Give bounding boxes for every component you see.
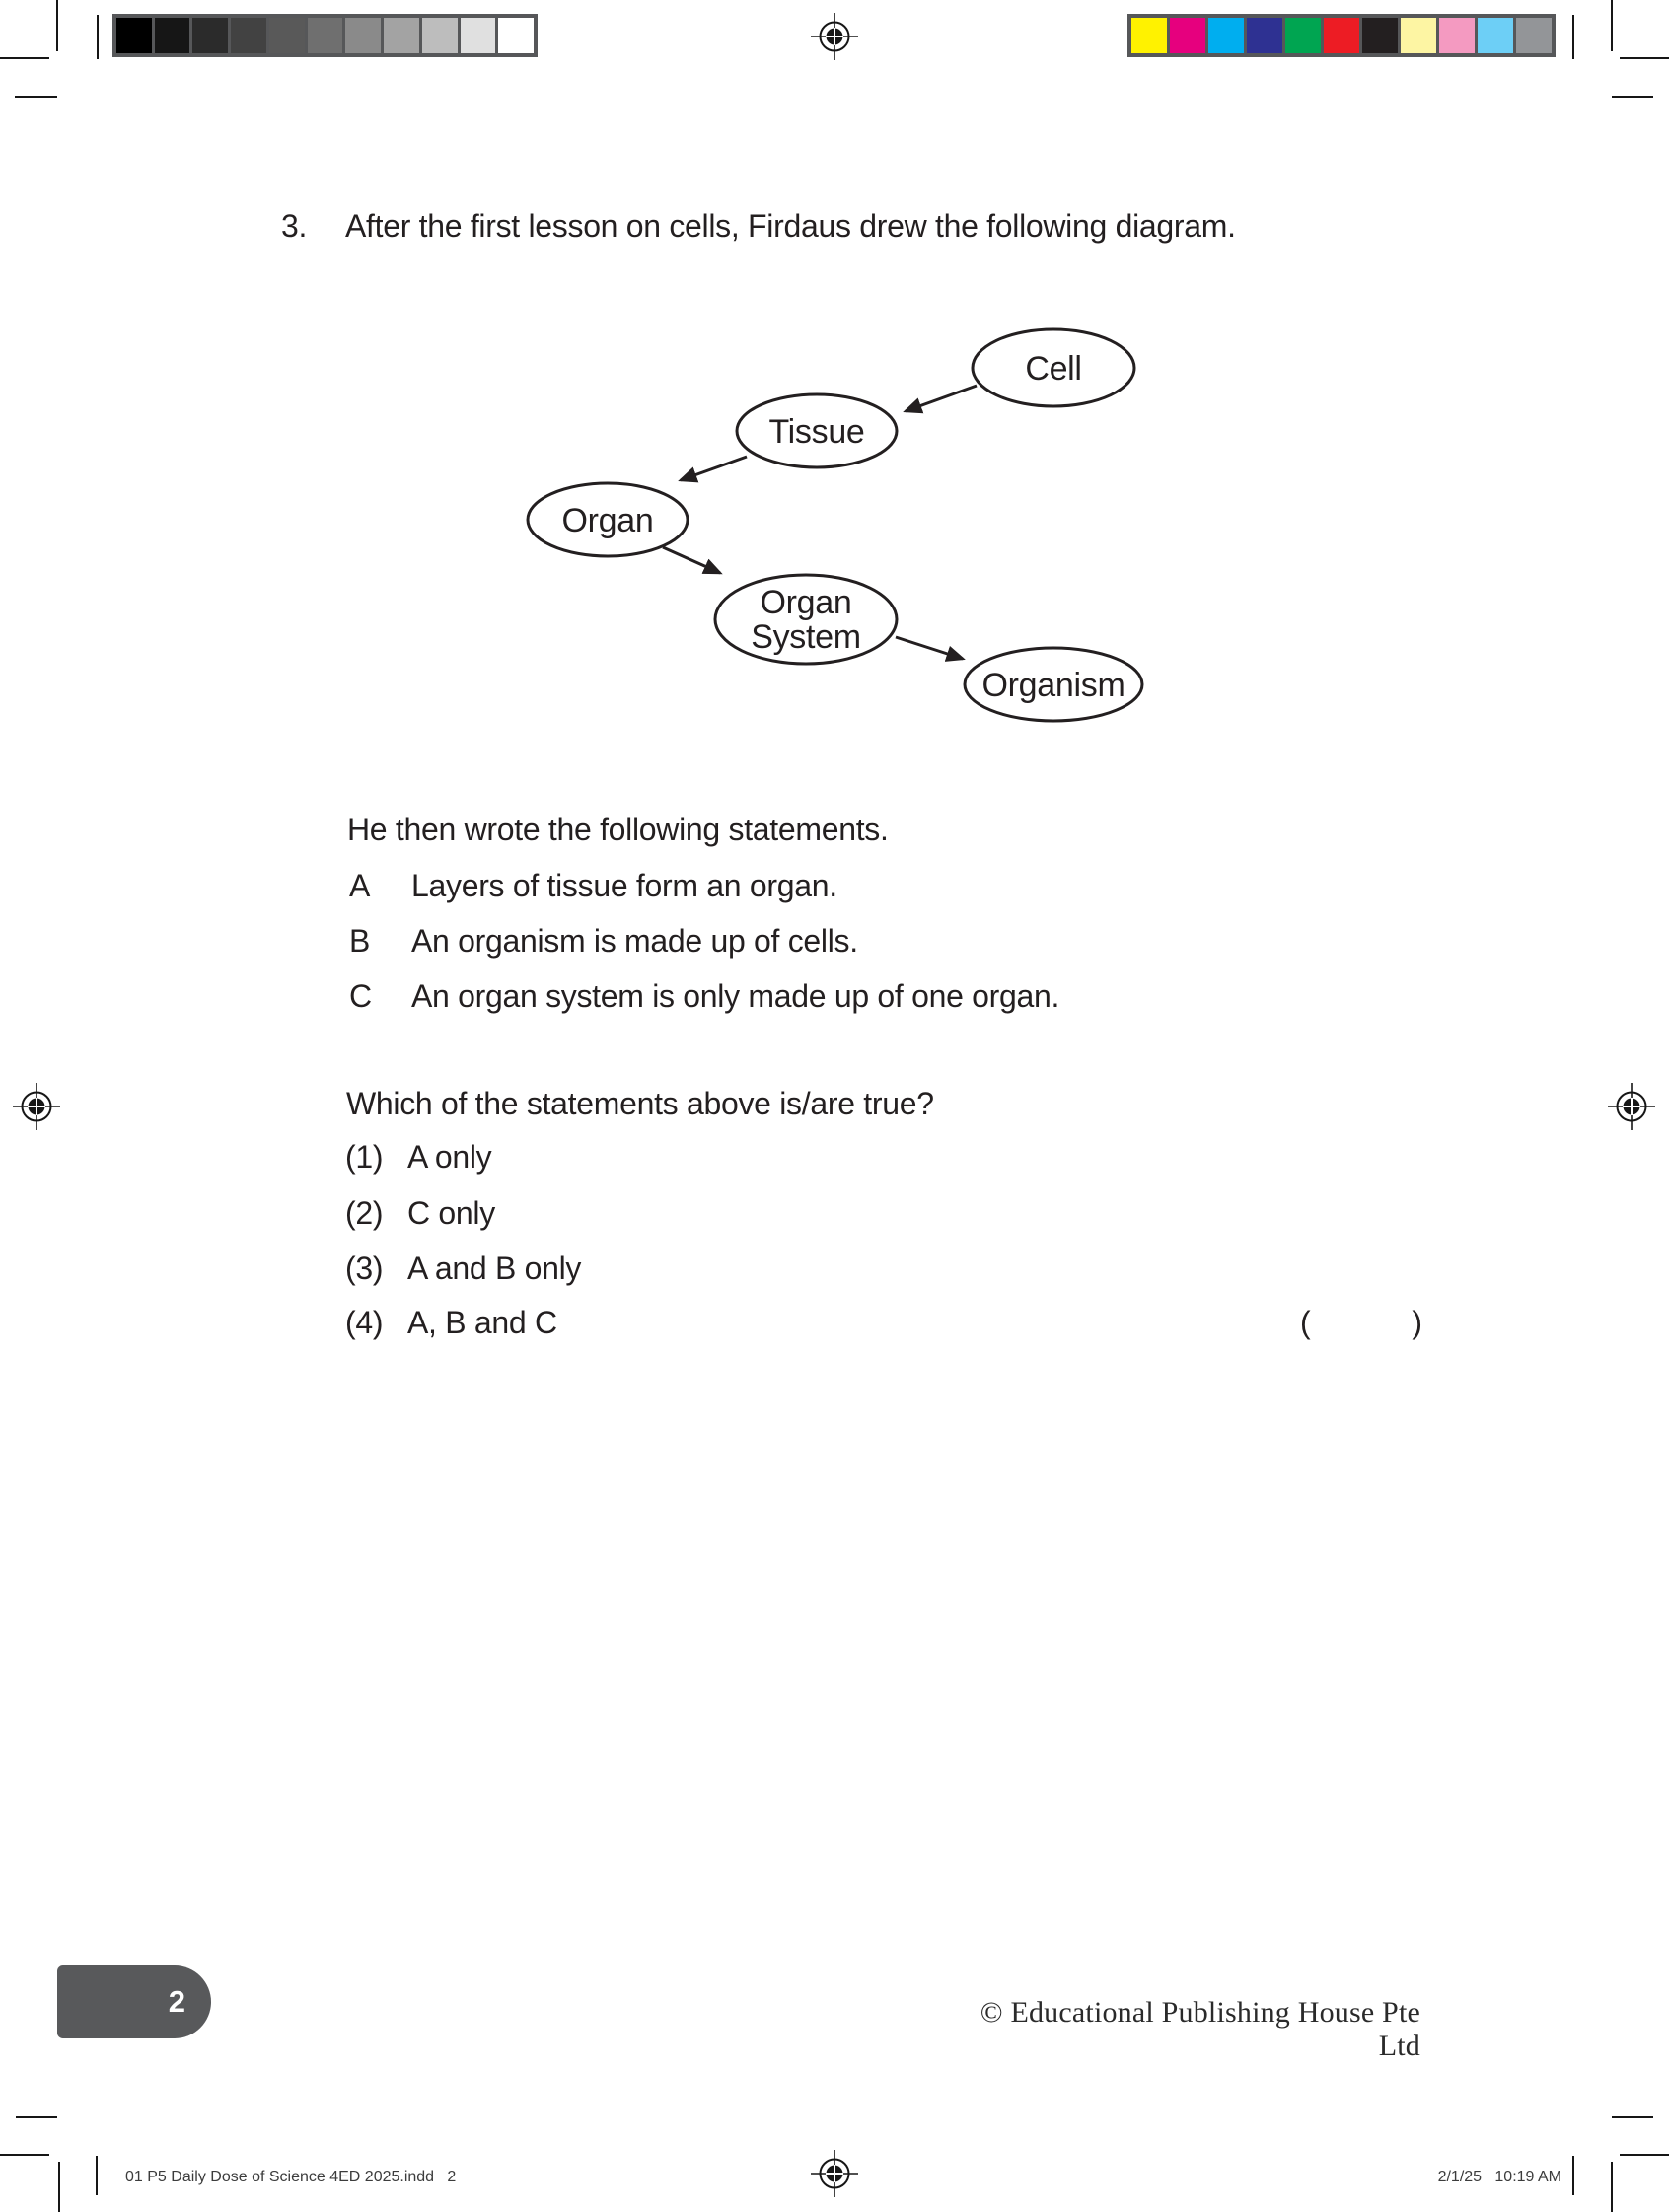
statement-letter: C	[349, 978, 372, 1014]
calibration-swatch	[1401, 18, 1436, 53]
calibration-swatch	[1170, 18, 1205, 53]
calibration-swatch	[422, 18, 458, 53]
diagram-node-organ	[528, 483, 688, 556]
crop-mark	[1572, 15, 1574, 59]
statements-intro: He then wrote the following statements.	[347, 812, 889, 847]
mcq-option-2	[345, 1193, 495, 1233]
cell-hierarchy-diagram	[493, 311, 1174, 745]
node-label-organ-system-line1: Organ	[760, 584, 852, 621]
answer-bracket-close: )	[1412, 1305, 1422, 1340]
calibration-swatch	[1324, 18, 1359, 53]
answer-bracket-open: (	[1300, 1305, 1311, 1340]
statement-a	[349, 866, 837, 905]
crop-mark	[1611, 2162, 1613, 2212]
statement-letter: A	[349, 868, 371, 903]
answer-brackets	[1300, 1303, 1422, 1342]
node-label-organ-system-line2: System	[751, 618, 861, 656]
arrow-cell-to-tissue	[906, 386, 977, 411]
option-number: (3)	[345, 1250, 384, 1286]
registration-mark-icon	[811, 2150, 858, 2197]
option-text: A, B and C	[407, 1305, 557, 1340]
statement-text: An organ system is only made up of one organ.	[411, 978, 1060, 1014]
crop-mark	[1620, 57, 1669, 59]
imprint-datetime: 2/1/25 10:19 AM	[1437, 2169, 1561, 2185]
crop-mark	[56, 0, 58, 51]
calibration-swatch	[1362, 18, 1398, 53]
copyright-notice: © Educational Publishing House Pte Ltd	[980, 1996, 1420, 2062]
crop-mark	[1572, 2156, 1574, 2195]
mcq-prompt: Which of the statements above is/are true?	[346, 1086, 934, 1121]
diagram-node-organism	[965, 648, 1142, 721]
mcq-option-4	[345, 1303, 557, 1342]
question-line	[281, 206, 1236, 246]
arrow-tissue-to-organ	[681, 457, 747, 480]
crop-mark	[1612, 2116, 1653, 2118]
crop-mark	[15, 96, 57, 98]
crop-mark	[0, 2154, 49, 2156]
calibration-swatch	[269, 18, 305, 53]
page-number-tab	[57, 1965, 211, 2038]
node-label-cell: Cell	[1025, 350, 1082, 388]
diagram-node-tissue	[737, 394, 897, 467]
crop-mark	[16, 2116, 57, 2118]
diagram-node-organ-system	[715, 575, 897, 664]
calibration-swatch	[192, 18, 228, 53]
option-number: (1)	[345, 1139, 384, 1175]
option-number: (2)	[345, 1195, 384, 1231]
crop-mark	[1612, 96, 1653, 98]
crop-mark	[0, 57, 49, 59]
option-text: A and B only	[407, 1250, 582, 1286]
diagram-node-cell	[973, 329, 1134, 406]
page-number: 2	[168, 1984, 185, 2019]
calibration-swatch	[231, 18, 266, 53]
node-label-organ: Organ	[561, 502, 654, 539]
option-text: A only	[407, 1139, 492, 1175]
calibration-swatch	[1208, 18, 1244, 53]
calibration-swatch	[1247, 18, 1282, 53]
crop-mark	[1611, 0, 1613, 51]
node-label-organism: Organism	[981, 667, 1125, 704]
option-text: C only	[407, 1195, 495, 1231]
calibration-swatch	[384, 18, 419, 53]
registration-mark-icon	[1608, 1083, 1655, 1130]
crop-mark	[1620, 2154, 1669, 2156]
grayscale-calibration-bar	[112, 14, 538, 57]
calibration-swatch	[1478, 18, 1513, 53]
registration-mark-icon	[13, 1083, 60, 1130]
color-calibration-bar	[1127, 14, 1556, 57]
arrow-organ-system-to-organism	[896, 637, 963, 659]
statement-b	[349, 921, 858, 961]
calibration-swatch	[461, 18, 496, 53]
question-number: 3.	[281, 208, 308, 244]
calibration-swatch	[1439, 18, 1475, 53]
crop-mark	[58, 2162, 60, 2212]
node-label-tissue: Tissue	[768, 413, 865, 451]
calibration-swatch	[1285, 18, 1321, 53]
calibration-swatch	[498, 18, 534, 53]
calibration-swatch	[1131, 18, 1167, 53]
calibration-swatch	[345, 18, 381, 53]
calibration-swatch	[116, 18, 152, 53]
calibration-swatch	[1516, 18, 1552, 53]
registration-mark-icon	[811, 13, 858, 60]
calibration-swatch	[308, 18, 343, 53]
mcq-option-3	[345, 1249, 581, 1288]
statement-text: Layers of tissue form an organ.	[411, 868, 837, 903]
mcq-option-1	[345, 1137, 491, 1177]
question-text: After the first lesson on cells, Firdaus drew the following diagram.	[345, 208, 1236, 244]
imprint-filename: 01 P5 Daily Dose of Science 4ED 2025.indd 2	[125, 2169, 457, 2185]
statement-c	[349, 976, 1059, 1016]
crop-mark	[97, 15, 99, 59]
arrow-organ-to-organ-system	[663, 547, 720, 573]
statement-text: An organism is made up of cells.	[411, 923, 858, 959]
calibration-swatch	[155, 18, 190, 53]
option-number: (4)	[345, 1305, 384, 1340]
crop-mark	[96, 2156, 98, 2195]
statement-letter: B	[349, 923, 371, 959]
